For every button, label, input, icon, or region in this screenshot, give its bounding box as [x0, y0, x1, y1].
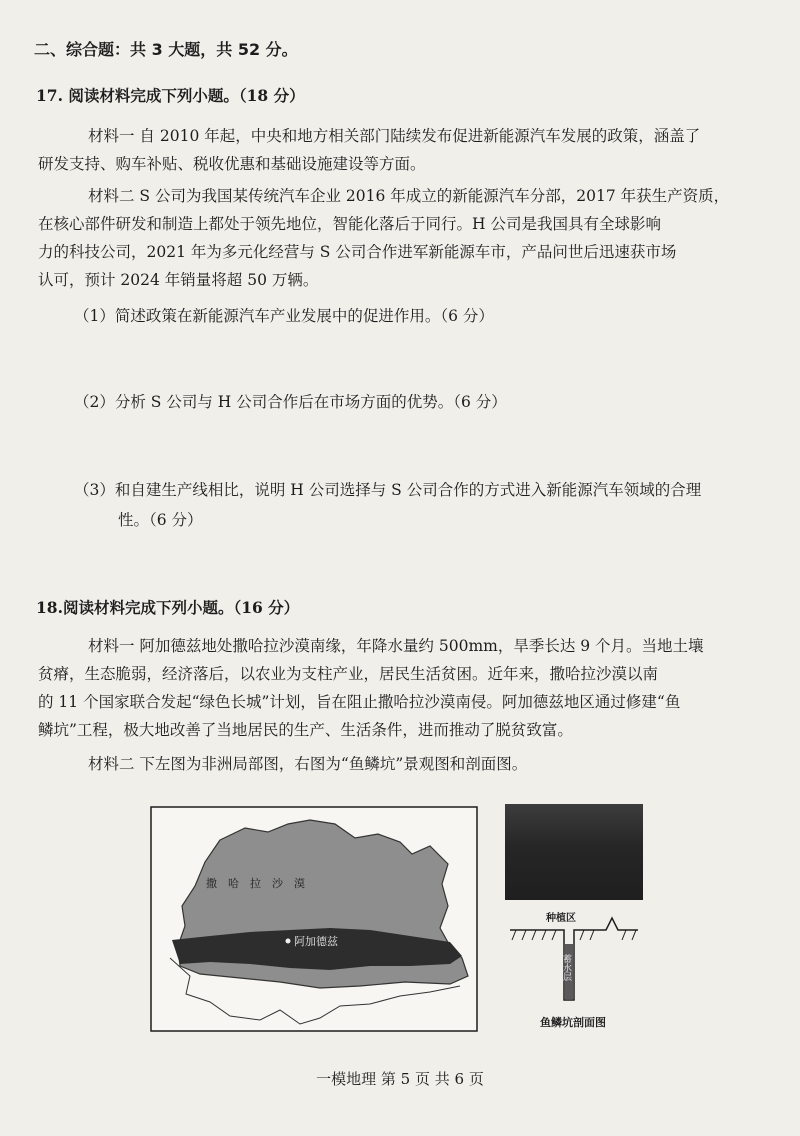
q18-m1-line-4: 鳞坑”工程，极大地改善了当地居民的生产、生活条件，进而推动了脱贫致富。 — [38, 721, 573, 739]
q17-m2-line-1: 材料二 S 公司为我国某传统汽车企业 2016 年成立的新能源汽车分部，2017 年获生产资质， — [88, 187, 730, 205]
q18-m1-line-2: 贫瘠，生态脆弱，经济落后，以农业为支柱产业，居民生活贫困。近年来，撒哈拉沙漠以南 — [38, 665, 659, 683]
ground-profile — [510, 918, 638, 1000]
q18-title: 18.阅读材料完成下列小题。（16 分） — [36, 598, 300, 617]
q17-title: 17. 阅读材料完成下列小题。（18 分） — [36, 86, 305, 105]
fish-scale-pit-photo — [505, 804, 643, 900]
q17-m2-line-2: 在核心部件研发和制造上都处于领先地位，智能化落后于同行。H 公司是我国具有全球影响 — [38, 215, 661, 233]
desert-label: 撒 哈 拉 沙 漠 — [206, 877, 305, 890]
q17-m2-line-3: 力的科技公司，2021 年为多元化经营与 S 公司合作进军新能源车市，产品问世后迅速获市场 — [38, 243, 677, 261]
q18-m1-line-1: 材料一 阿加德兹地处撒哈拉沙漠南缘，年降水量约 500mm，旱季长达 9 个月。当地土壤 — [88, 637, 704, 655]
q17-sub3-line-1: （3）和自建生产线相比，说明 H 公司选择与 S 公司合作的方式进入新能源汽车领域的合理 — [74, 481, 702, 499]
agadez-label: 阿加德兹 — [294, 935, 338, 948]
q18-m1-line-3: 的 11 个国家联合发起“绿色长城”计划，旨在阻止撒哈拉沙漠南侵。阿加德兹地区通过修建“鱼 — [38, 693, 681, 711]
fish-scale-pit-section — [508, 908, 642, 1012]
section-title: 二、综合题：共 3 大题，共 52 分。 — [34, 40, 298, 59]
africa-map — [150, 806, 478, 1032]
q17-sub3-line-2: 性。（6 分） — [118, 511, 203, 529]
section-caption: 鱼鳞坑剖面图 — [540, 1016, 606, 1029]
q17-m1-line-2: 研发支持、购车补贴、税收优惠和基础设施建设等方面。 — [38, 155, 426, 173]
page-footer: 一模地理 第 5 页 共 6 页 — [316, 1070, 484, 1088]
q17-sub2: （2）分析 S 公司与 H 公司合作后在市场方面的优势。（6 分） — [74, 393, 507, 411]
q17-m2-line-4: 认可，预计 2024 年销量将超 50 万辆。 — [38, 271, 319, 289]
q17-sub1: （1）简述政策在新能源汽车产业发展中的促进作用。（6 分） — [74, 307, 494, 325]
plant-area-label: 种植区 — [546, 913, 576, 924]
water-layer-label: 蓄水层 — [561, 954, 571, 981]
q17-m1-line-1: 材料一 自 2010 年起，中央和地方相关部门陆续发布促进新能源汽车发展的政策，涵盖了 — [88, 127, 701, 145]
q18-m2: 材料二 下左图为非洲局部图，右图为“鱼鳞坑”景观图和剖面图。 — [88, 755, 528, 773]
agadez-point — [286, 939, 291, 944]
